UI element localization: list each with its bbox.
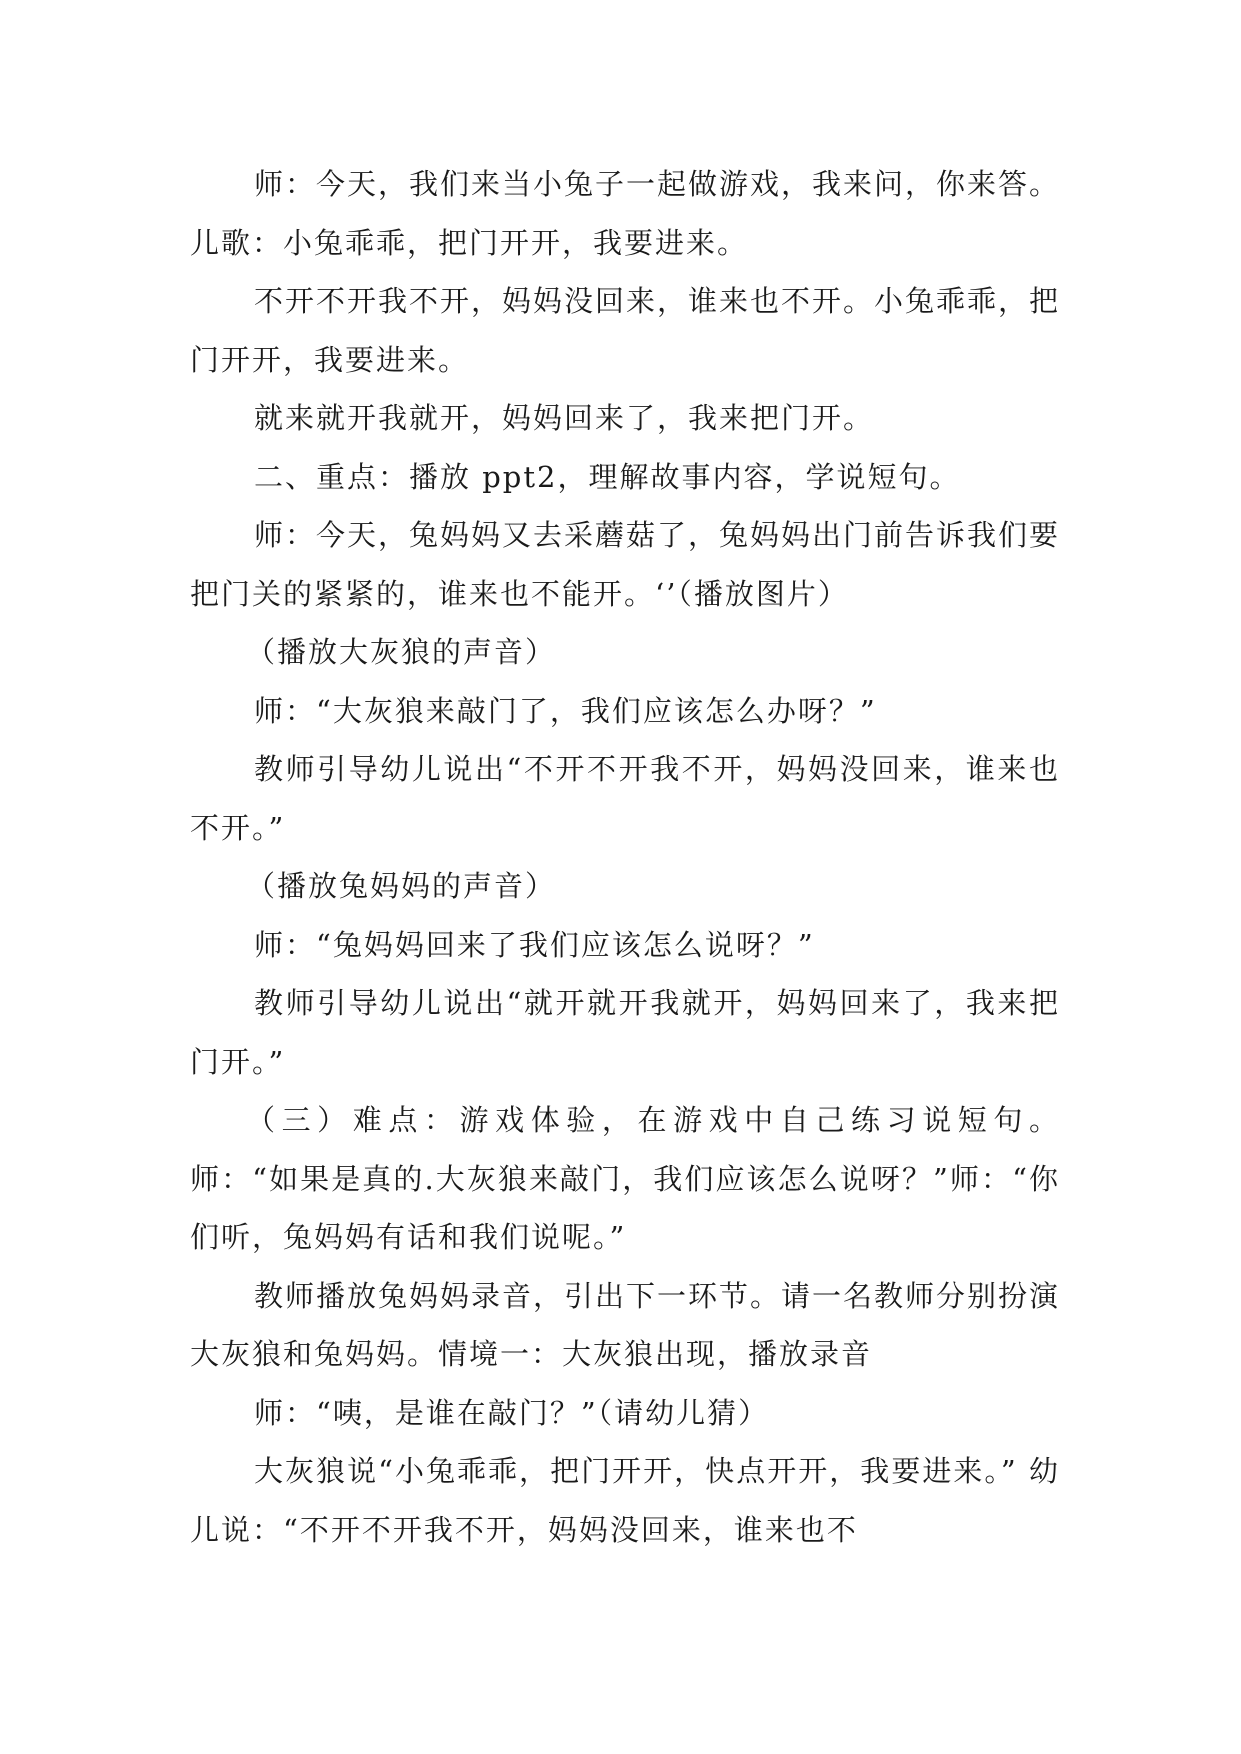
- paragraph-8: 教师引导幼儿说出“不开不开我不开，妈妈没回来，谁来也不开。”: [190, 752, 1060, 845]
- section-heading-difficulty: （三）难点：游戏体验，在游戏中自己练习说短句。师：“如果是真的.大灰狼来敲门，我们应该怎么说呀？”师：“你们听，兔妈妈有话和我们说呢。”: [190, 1103, 1060, 1254]
- paragraph-5: 师：今天，兔妈妈又去采蘑菇了，兔妈妈出门前告诉我们要把门关的紧紧的，谁来也不能开。‘’（播放图片）: [190, 518, 1061, 611]
- stage-direction-mother-sound: （播放兔妈妈的声音）: [246, 869, 557, 903]
- paragraph-1: 师：今天，我们来当小兔子一起做游戏，我来问，你来答。儿歌：小兔乖乖，把门开开，我要进来。: [190, 167, 1061, 260]
- section-heading-key-point: 二、重点：播放 ppt2，理解故事内容，学说短句。: [254, 459, 961, 494]
- paragraph-11: 教师引导幼儿说出“就开就开我就开，妈妈回来了，我来把门开。”: [190, 986, 1060, 1079]
- paragraph-14: 师：“咦，是谁在敲门？”（请幼儿猜）: [254, 1395, 770, 1430]
- paragraph-7: 师：“大灰狼来敲门了，我们应该怎么办呀？”: [254, 693, 877, 728]
- paragraph-13: 教师播放兔妈妈录音，引出下一环节。请一名教师分别扮演大灰狼和兔妈妈。情境一：大灰狼出现，播放录音: [190, 1278, 1061, 1371]
- paragraph-2: 不开不开我不开，妈妈没回来，谁来也不开。小兔乖乖，把门开开，我要进来。: [190, 284, 1061, 377]
- stage-direction-wolf-sound: （播放大灰狼的声音）: [246, 635, 557, 669]
- paragraph-10: 师：“兔妈妈回来了我们应该怎么说呀？”: [254, 927, 815, 962]
- paragraph-15: 大灰狼说“小兔乖乖，把门开开，快点开开，我要进来。” 幼儿说：“不开不开我不开，妈妈没回来，谁来也不: [190, 1454, 1060, 1547]
- paragraph-3: 就来就开我就开，妈妈回来了，我来把门开。: [254, 401, 875, 435]
- document-body: [190, 155, 1060, 1559]
